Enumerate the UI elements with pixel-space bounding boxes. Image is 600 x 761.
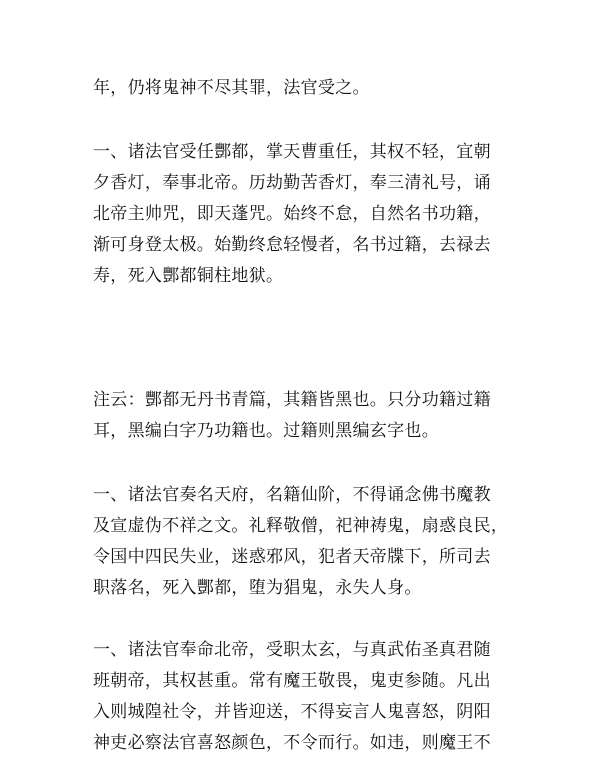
- text-line: 入则城隍社令，并皆迎送，不得妄言人鬼喜怒，阴阳: [93, 702, 491, 722]
- text-line: 夕香灯，奉事北帝。历劫勤苦香灯，奉三清礼号，诵: [93, 173, 491, 193]
- text-line: 耳，黑编白字乃功籍也。过籍则黑编玄字也。: [93, 421, 439, 441]
- paragraph-2: [93, 137, 523, 292]
- text-line: 注云：酆都无丹书青篇，其籍皆黑也。只分功籍过籍: [93, 390, 491, 410]
- text-line: 班朝帝，其权甚重。常有魔王敬畏，鬼吏参随。凡出: [93, 671, 491, 691]
- paragraph-4: [93, 480, 523, 604]
- text-line: 寿，死入酆都铜柱地狱。: [93, 266, 284, 286]
- text-line: 一、诸法官受任酆都，掌天曹重任，其权不轻，宜朝: [93, 142, 491, 162]
- text-line: 渐可身登太极。始勤终怠轻慢者，名书过籍，去禄去: [93, 235, 491, 255]
- text-line: 一、诸法官奏名天府，名籍仙阶，不得诵念佛书魔教: [93, 485, 491, 505]
- paragraph-5: [93, 635, 523, 759]
- text-line: 职落名，死入酆都，堕为猖鬼，永失人身。: [93, 578, 422, 598]
- paragraph-3: [93, 385, 523, 447]
- text-line: 神吏必察法官喜怒颜色，不令而行。如违，则魔王不: [93, 733, 491, 753]
- text-line: 北帝主帅咒，即天蓬咒。始终不怠，自然名书功籍，: [93, 204, 491, 224]
- text-line: 年，仍将鬼神不尽其罪，法官受之。: [93, 78, 370, 98]
- text-line: 一、诸法官奉命北帝，受职太玄，与真武佑圣真君随: [93, 640, 491, 660]
- paragraph-1: [93, 73, 523, 104]
- text-line: 令国中四民失业，迷惑邪风，犯者天帝牒下，所司去: [93, 547, 491, 567]
- text-line: 及宣虚伪不祥之文。礼释敬僧，祀神祷鬼，扇惑良民，: [93, 516, 509, 536]
